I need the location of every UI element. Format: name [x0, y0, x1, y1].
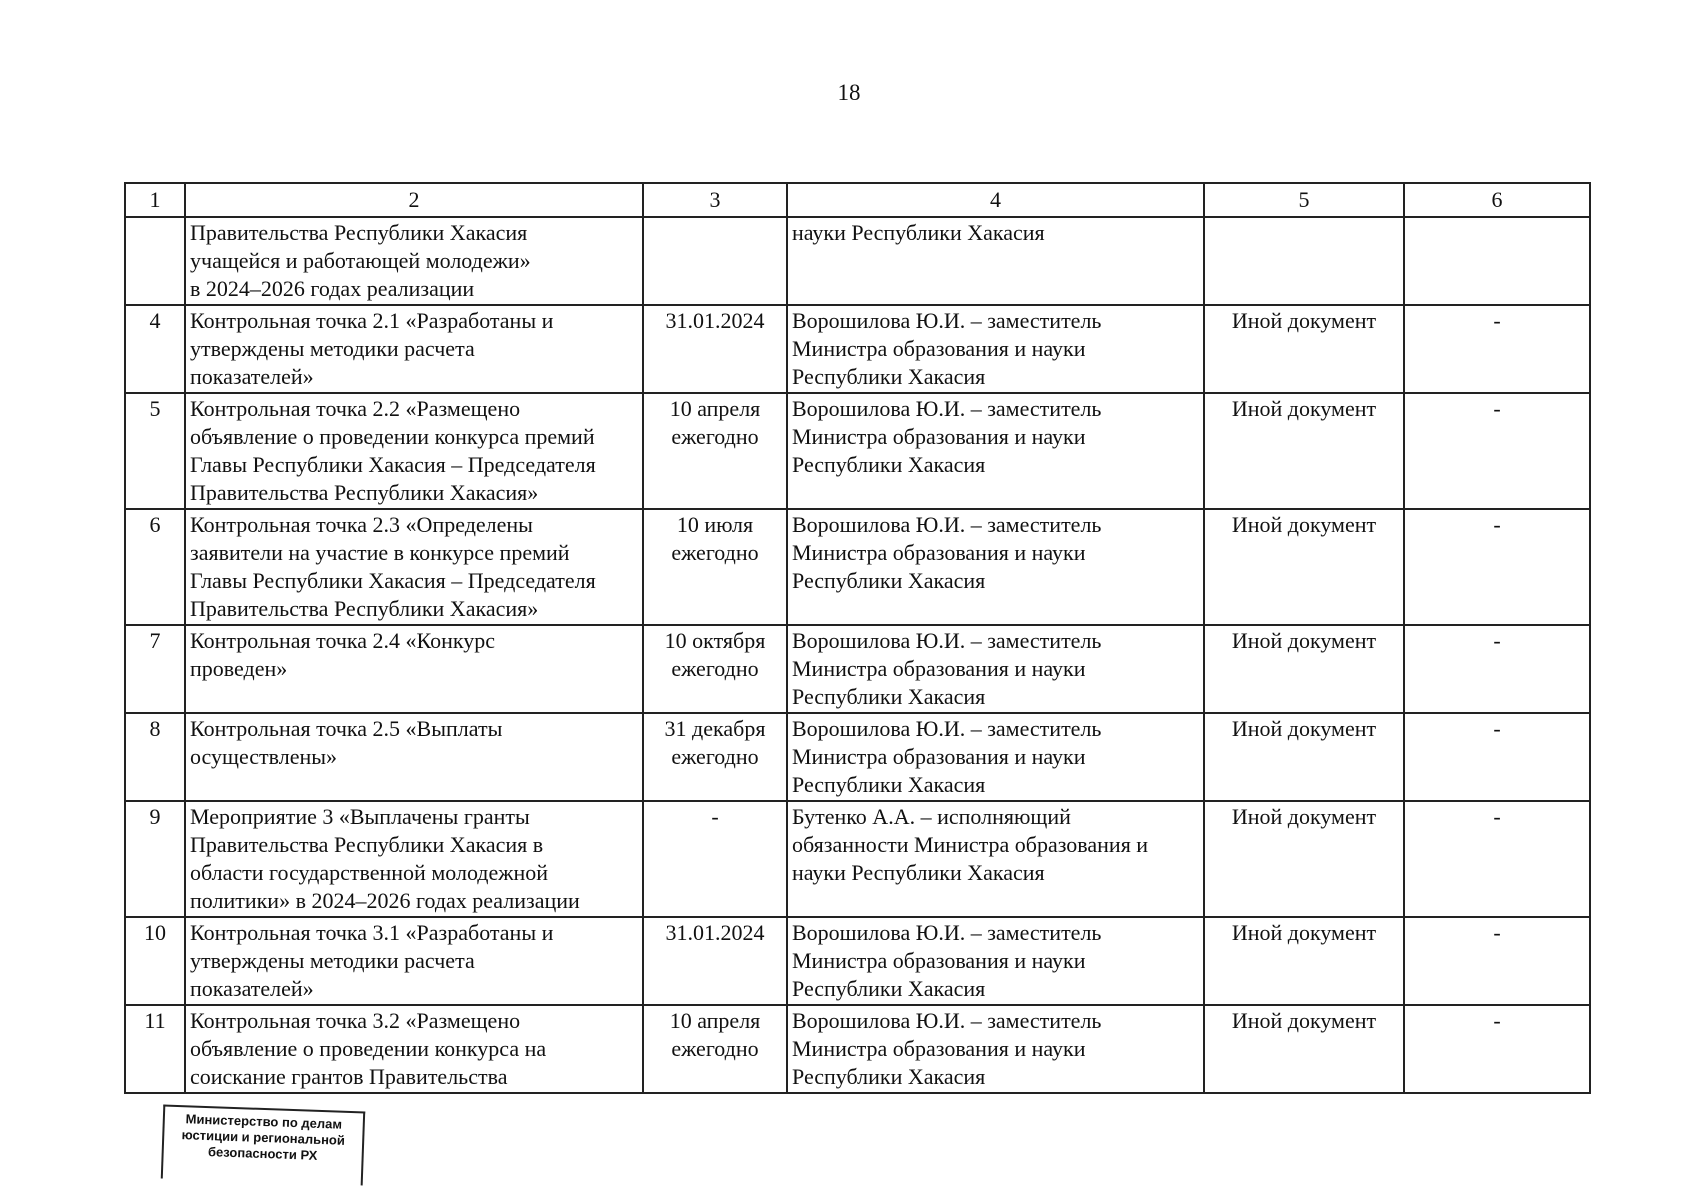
deadline — [643, 217, 787, 305]
responsible-person: Ворошилова Ю.И. – заместитель Министра образования и науки Республики Хакасия — [787, 1005, 1204, 1093]
result-mark: - — [1404, 625, 1590, 713]
table-row — [125, 801, 1590, 917]
event-title: Правительства Республики Хакасия учащейся и работающей молодежи» в 2024–2026 годах реализации — [185, 217, 643, 305]
result-mark: - — [1404, 305, 1590, 393]
deadline: 31 декабря ежегодно — [643, 713, 787, 801]
deadline: 31.01.2024 — [643, 917, 787, 1005]
document-type: Иной документ — [1204, 305, 1404, 393]
row-number: 11 — [125, 1005, 185, 1093]
result-mark: - — [1404, 509, 1590, 625]
document-type: Иной документ — [1204, 1005, 1404, 1093]
result-mark — [1404, 217, 1590, 305]
row-number: 4 — [125, 305, 185, 393]
stamp-line: безопасности РХ — [207, 1144, 318, 1163]
responsible-person: Ворошилова Ю.И. – заместитель Министра образования и науки Республики Хакасия — [787, 393, 1204, 509]
plan-table — [124, 182, 1591, 1094]
result-mark: - — [1404, 1005, 1590, 1093]
stamp-line: Министерство по делам — [185, 1111, 343, 1132]
event-title: Контрольная точка 3.2 «Размещено объявление о проведении конкурса на соискание грантов Правительства — [185, 1005, 643, 1093]
row-number: 9 — [125, 801, 185, 917]
table-row — [125, 625, 1590, 713]
deadline: 10 октября ежегодно — [643, 625, 787, 713]
column-header: 3 — [643, 183, 787, 217]
table-row — [125, 917, 1590, 1005]
row-number: 10 — [125, 917, 185, 1005]
table-header-row — [125, 183, 1590, 217]
deadline: 31.01.2024 — [643, 305, 787, 393]
row-number: 5 — [125, 393, 185, 509]
event-title: Контрольная точка 2.4 «Конкурс проведен» — [185, 625, 643, 713]
registration-stamp — [161, 1104, 365, 1185]
table-row — [125, 509, 1590, 625]
responsible-person: науки Республики Хакасия — [787, 217, 1204, 305]
document-type: Иной документ — [1204, 917, 1404, 1005]
deadline: 10 июля ежегодно — [643, 509, 787, 625]
row-number: 8 — [125, 713, 185, 801]
column-header: 4 — [787, 183, 1204, 217]
document-type: Иной документ — [1204, 625, 1404, 713]
column-header: 1 — [125, 183, 185, 217]
table-row — [125, 1005, 1590, 1093]
event-title: Контрольная точка 2.5 «Выплаты осуществлены» — [185, 713, 643, 801]
table-row — [125, 393, 1590, 509]
responsible-person: Ворошилова Ю.И. – заместитель Министра образования и науки Республики Хакасия — [787, 625, 1204, 713]
responsible-person: Ворошилова Ю.И. – заместитель Министра образования и науки Республики Хакасия — [787, 713, 1204, 801]
document-type — [1204, 217, 1404, 305]
table-row — [125, 305, 1590, 393]
document-type: Иной документ — [1204, 393, 1404, 509]
event-title: Контрольная точка 2.1 «Разработаны и утверждены методики расчета показателей» — [185, 305, 643, 393]
responsible-person: Бутенко А.А. – исполняющий обязанности Министра образования и науки Республики Хакасия — [787, 801, 1204, 917]
deadline: 10 апреля ежегодно — [643, 1005, 787, 1093]
row-number — [125, 217, 185, 305]
deadline: 10 апреля ежегодно — [643, 393, 787, 509]
page-number: 18 — [837, 80, 861, 105]
column-header: 5 — [1204, 183, 1404, 217]
document-type: Иной документ — [1204, 801, 1404, 917]
responsible-person: Ворошилова Ю.И. – заместитель Министра образования и науки Республики Хакасия — [787, 509, 1204, 625]
table-row — [125, 713, 1590, 801]
result-mark: - — [1404, 713, 1590, 801]
deadline: - — [643, 801, 787, 917]
result-mark: - — [1404, 801, 1590, 917]
stamp-line: юстиции и региональной — [181, 1127, 346, 1148]
row-number: 7 — [125, 625, 185, 713]
column-header: 6 — [1404, 183, 1590, 217]
event-title: Контрольная точка 2.2 «Размещено объявление о проведении конкурса премий Главы Республики Хакасия – Председателя Правительства Республики Хакасия» — [185, 393, 643, 509]
row-number: 6 — [125, 509, 185, 625]
responsible-person: Ворошилова Ю.И. – заместитель Министра образования и науки Республики Хакасия — [787, 917, 1204, 1005]
event-title: Контрольная точка 2.3 «Определены заявители на участие в конкурсе премий Главы Республики Хакасия – Председателя Правительства Республики Хакасия» — [185, 509, 643, 625]
result-mark: - — [1404, 393, 1590, 509]
responsible-person: Ворошилова Ю.И. – заместитель Министра образования и науки Республики Хакасия — [787, 305, 1204, 393]
result-mark: - — [1404, 917, 1590, 1005]
event-title: Контрольная точка 3.1 «Разработаны и утверждены методики расчета показателей» — [185, 917, 643, 1005]
event-title: Мероприятие 3 «Выплачены гранты Правительства Республики Хакасия в области государственной молодежной политики» в 2024–2026 годах реализации — [185, 801, 643, 917]
column-header: 2 — [185, 183, 643, 217]
table-row — [125, 217, 1590, 305]
document-type: Иной документ — [1204, 509, 1404, 625]
document-type: Иной документ — [1204, 713, 1404, 801]
